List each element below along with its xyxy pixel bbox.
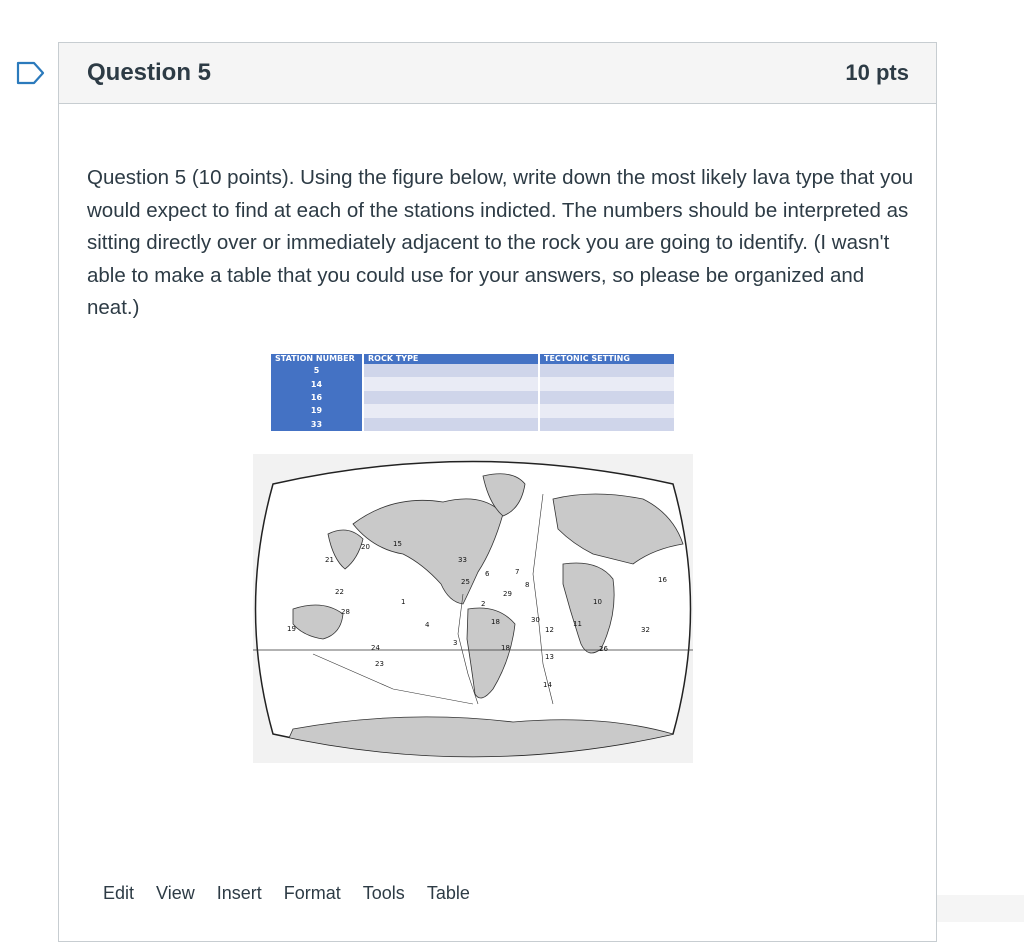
- rock-type-cell: [363, 404, 539, 417]
- map-label: 28: [341, 608, 350, 616]
- flag-question-icon[interactable]: [16, 61, 46, 85]
- station-number: 14: [271, 377, 363, 390]
- map-label: 13: [545, 653, 554, 661]
- map-label: 2: [481, 600, 486, 608]
- map-label: 15: [393, 540, 402, 548]
- station-number: 16: [271, 391, 363, 404]
- menu-table[interactable]: Table: [426, 883, 470, 903]
- map-label: 4: [425, 621, 430, 629]
- table-header-rock: ROCK TYPE: [363, 354, 539, 364]
- map-label: 3: [453, 639, 458, 647]
- map-label: 21: [325, 556, 334, 564]
- station-number: 33: [271, 418, 363, 431]
- map-label: 1: [401, 598, 406, 606]
- map-label: 12: [545, 626, 554, 634]
- rock-type-cell: [363, 377, 539, 390]
- map-label: 6: [485, 570, 490, 578]
- question-header: [59, 43, 936, 104]
- question-text: Question 5 (10 points). Using the figure below, write down the most likely lava type that you would expect to find at each of the stations indicted. The numbers should be interpreted as sitting directly over or immediately adjacent to the rock you are going to identify. (I wasn't able to make a table that you could use for your answers, so please be organized and neat.): [87, 166, 914, 319]
- map-label: 22: [335, 588, 344, 596]
- map-label: 23: [375, 660, 384, 668]
- table-row: [271, 377, 674, 390]
- menu-tools[interactable]: Tools: [362, 883, 405, 903]
- question-title: Question 5: [87, 59, 212, 86]
- table-row: [271, 364, 674, 377]
- map-label: 7: [515, 568, 520, 576]
- table-header-setting: TECTONIC SETTING: [539, 354, 674, 364]
- table-row: [271, 418, 674, 431]
- side-panel-edge: [937, 895, 1024, 922]
- tectonic-setting-cell: [539, 418, 674, 431]
- map-label: 10: [593, 598, 602, 606]
- station-table: [271, 354, 674, 431]
- editor-menubar: [103, 883, 492, 904]
- tectonic-setting-cell: [539, 391, 674, 404]
- table-header-station: STATION NUMBER: [271, 354, 363, 364]
- table-row: [271, 391, 674, 404]
- station-number: 5: [271, 364, 363, 377]
- menu-format[interactable]: Format: [283, 883, 341, 903]
- world-tectonic-map: [253, 454, 693, 763]
- map-label: 18: [501, 644, 510, 652]
- map-label: 25: [461, 578, 470, 586]
- menu-view[interactable]: View: [156, 883, 195, 903]
- rock-type-cell: [363, 364, 539, 377]
- map-label: 8: [525, 581, 530, 589]
- map-label: 16: [658, 576, 667, 584]
- rock-type-cell: [363, 418, 539, 431]
- station-number: 19: [271, 404, 363, 417]
- map-label: 20: [361, 543, 370, 551]
- map-label: 14: [543, 681, 552, 689]
- map-label: 33: [458, 556, 467, 564]
- menu-edit[interactable]: Edit: [103, 883, 135, 903]
- map-label: 24: [371, 644, 380, 652]
- tectonic-setting-cell: [539, 364, 674, 377]
- map-label: 32: [641, 626, 650, 634]
- table-row: [271, 404, 674, 417]
- map-label: 19: [287, 625, 296, 633]
- question-points: 10 pts: [845, 60, 909, 85]
- menu-insert[interactable]: Insert: [216, 883, 262, 903]
- map-label: 11: [573, 620, 582, 628]
- map-label: 18: [491, 618, 500, 626]
- tectonic-setting-cell: [539, 404, 674, 417]
- map-label: 26: [599, 645, 608, 653]
- tectonic-setting-cell: [539, 377, 674, 390]
- question-card: [58, 42, 937, 942]
- map-label: 30: [531, 616, 540, 624]
- map-label: 29: [503, 590, 512, 598]
- rock-type-cell: [363, 391, 539, 404]
